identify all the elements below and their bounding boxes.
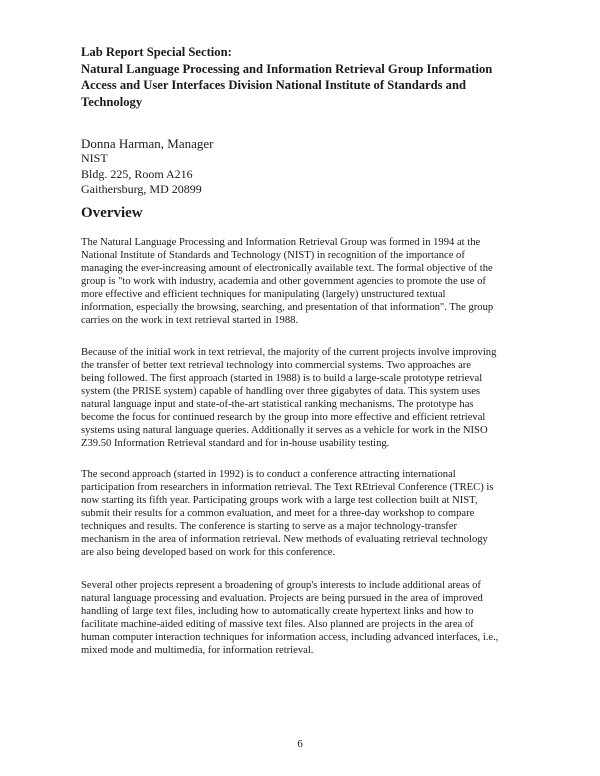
author-organization: NIST: [81, 151, 108, 166]
paragraph-line: managing the ever-increasing amount of electronically available text. The formal objective of the: [81, 263, 493, 274]
paragraph-line: being followed. The first approach (started in 1988) is to build a large-scale prototype retrieval: [81, 373, 483, 384]
paragraph-line: Because of the initial work in text retrieval, the majority of the current projects involve improving: [81, 347, 497, 358]
heading-line: Natural Language Processing and Information Retrieval Group Information: [81, 61, 493, 76]
paragraph-line: are also being developed based on work for this conference.: [81, 547, 336, 558]
heading-line: Lab Report Special Section:: [81, 45, 232, 59]
overview-heading: Overview: [81, 205, 143, 221]
paragraph-line: participation from researchers in information retrieval. The Text REtrieval Conference (TREC) is: [81, 482, 494, 493]
section-heading: [81, 44, 521, 110]
paragraph-line: handling of large text files, including how to automatically create hypertext links and how to: [81, 606, 474, 617]
paragraph-line: Several other projects represent a broadening of group's interests to include additional areas of: [81, 580, 481, 591]
paragraph-line: mechanism in the area of information retrieval. New methods of evaluating retrieval technology: [81, 534, 488, 545]
paragraph-line: facilitate machine-aided editing of massive text files. Also planned are projects in the area of: [81, 619, 474, 630]
author-block: [81, 136, 213, 197]
paragraph-line: natural language input and state-of-the-art statistical ranking mechanisms. The prototype has: [81, 399, 474, 410]
page-number: 6: [297, 738, 303, 750]
paragraph-line: Z39.50 Information Retrieval standard and for in-house usability testing.: [81, 438, 390, 449]
paragraph-line: system (the PRISE system) capable of handling over three gigabytes of data. This system uses: [81, 386, 481, 397]
paragraph-line: National Institute of Standards and Technology (NIST) in recognition of the importance of: [81, 250, 465, 261]
paragraph-line: The Natural Language Processing and Information Retrieval Group was formed in 1994 at the: [81, 237, 481, 248]
paragraph-line: now starting its fifth year. Participating groups work with a large test collection built at NIST,: [81, 495, 478, 506]
paragraph-line: carries on the work in text retrieval started in 1988.: [81, 315, 299, 326]
paragraph-line: systems using natural language queries. Additionally it serves as a vehicle for work in the NISO: [81, 425, 488, 436]
paragraph-line: the transfer of better text retrieval technology into commercial systems. Two approaches are: [81, 360, 472, 371]
paragraph-line: The second approach (started in 1992) is to conduct a conference attracting international: [81, 469, 456, 480]
paragraph-line: human computer interaction techniques for information access, including advanced interfaces, i.e.,: [81, 632, 499, 643]
paragraph-line: become the focus for continued research by the group into more effective and efficient retrieval: [81, 412, 486, 423]
paragraph-line: mixed mode and multimedia, for information retrieval.: [81, 645, 314, 656]
paragraph-line: more effective and efficient techniques for manipulating (largely) unstructured textual: [81, 289, 446, 300]
author-name: Donna Harman, Manager: [81, 136, 214, 151]
author-building: Bldg. 225, Room A216: [81, 166, 193, 181]
paragraph-line: natural language processing and evaluation. Projects are being pursued in the area of improved: [81, 593, 483, 604]
author-city: Gaithersburg, MD 20899: [81, 181, 202, 196]
paragraph-line: group is "to work with industry, academia and other government agencies to promote the use of: [81, 276, 486, 287]
paragraph-line: submit their results for a common evaluation, and meet for a three-day workshop to compare: [81, 508, 475, 519]
heading-line: Access and User Interfaces Division National Institute of Standards and: [81, 78, 466, 92]
paragraph-line: information, especially the browsing, searching, and presentation of that information". The group: [81, 302, 494, 313]
paragraph-line: techniques and results. The conference is starting to serve as a major technology-transfer: [81, 521, 458, 532]
heading-line: Technology: [81, 94, 143, 109]
